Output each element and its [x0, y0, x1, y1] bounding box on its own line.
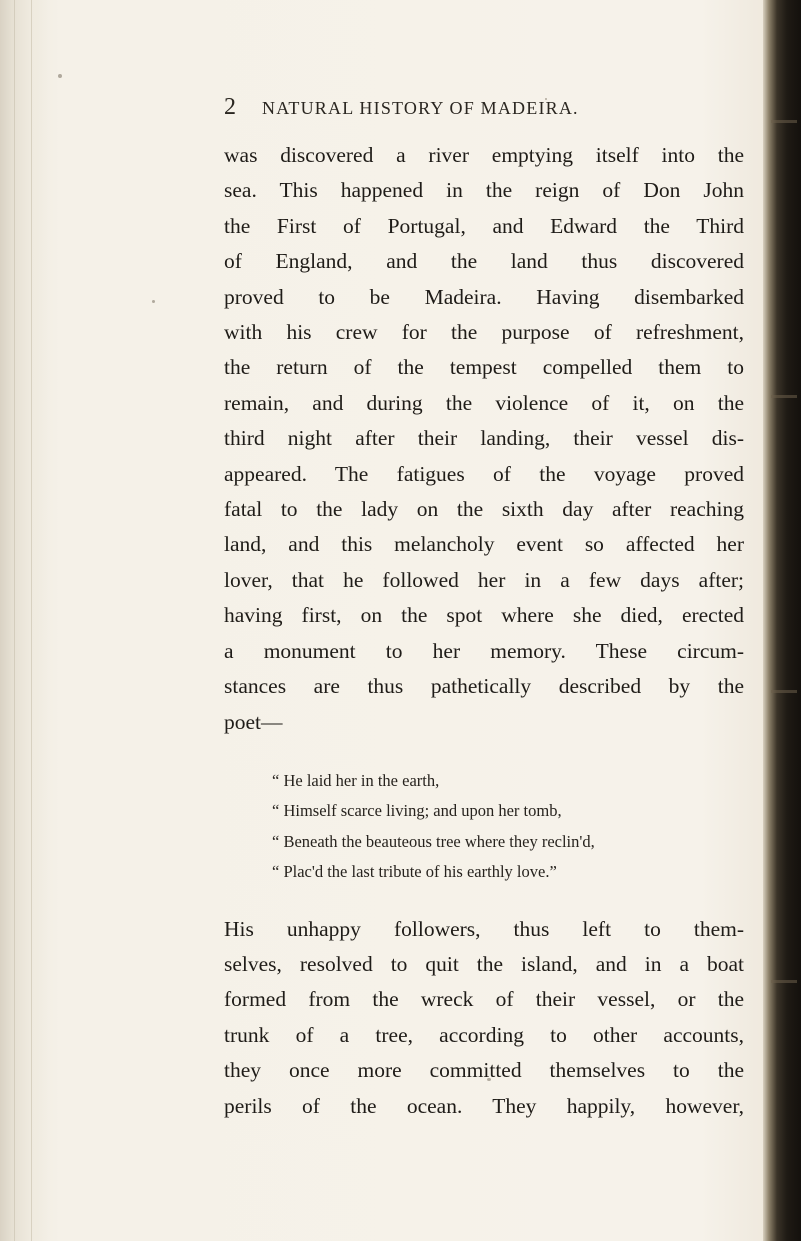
paper-speck — [58, 74, 62, 78]
text-line: the return of the tempest compelled them to — [224, 355, 744, 380]
text-line: with his crew for the purpose of refreshment, — [224, 320, 744, 345]
paragraph-1 — [224, 138, 744, 740]
page-edge — [763, 0, 801, 1241]
text-line: remain, and during the violence of it, on the — [224, 390, 744, 415]
edge-fleck — [771, 395, 797, 398]
text-line: fatal to the lady on the sixth day after reaching — [224, 497, 744, 522]
text-line: His unhappy followers, thus left to them- — [224, 916, 744, 941]
text-line: a monument to her memory. These circum- — [224, 638, 744, 663]
verse-line: “ He laid her in the earth, — [272, 770, 440, 790]
text-line: of England, and the land thus discovered — [224, 249, 744, 274]
gutter-line — [14, 0, 15, 1241]
page-number: 2 — [224, 94, 236, 120]
text-line: selves, resolved to quit the island, and in a boat — [224, 951, 744, 976]
running-head: NATURAL HISTORY OF MADEIRA. — [262, 98, 579, 118]
text-line: poet— — [224, 709, 283, 734]
text-line: the First of Portugal, and Edward the Third — [224, 213, 744, 238]
verse-line: “ Plac'd the last tribute of his earthly love.” — [272, 862, 557, 882]
gutter-line — [31, 0, 32, 1241]
text-line: trunk of a tree, according to other accounts, — [224, 1022, 744, 1047]
edge-fleck — [771, 690, 797, 693]
verse-quotation — [272, 766, 744, 888]
text-line: formed from the wreck of their vessel, or the — [224, 987, 744, 1012]
text-line: stances are thus pathetically described by the — [224, 674, 744, 699]
paragraph-2 — [224, 912, 744, 1124]
edge-fleck — [771, 980, 797, 983]
text-line: appeared. The fatigues of the voyage proved — [224, 461, 744, 486]
text-line: land, and this melancholy event so affected her — [224, 532, 744, 557]
text-line: was discovered a river emptying itself into the — [224, 143, 744, 167]
binding-gutter — [0, 0, 48, 1241]
text-line: third night after their landing, their vessel dis- — [224, 426, 744, 451]
text-line: lover, that he followed her in a few days after; — [224, 567, 744, 592]
edge-fleck — [771, 120, 797, 123]
text-line: having first, on the spot where she died, erected — [224, 603, 744, 628]
body-text — [224, 138, 744, 1124]
text-line: perils of the ocean. They happily, however, — [224, 1093, 744, 1118]
text-line: they once more committed themselves to the — [224, 1058, 744, 1083]
verse-line: “ Himself scarce living; and upon her tomb, — [272, 801, 562, 821]
paper-speck — [152, 300, 155, 303]
text-line: sea. This happened in the reign of Don John — [224, 178, 744, 203]
text-line: proved to be Madeira. Having disembarked — [224, 284, 744, 309]
verse-line: “ Beneath the beauteous tree where they reclin'd, — [272, 831, 595, 851]
page-header — [224, 92, 744, 122]
